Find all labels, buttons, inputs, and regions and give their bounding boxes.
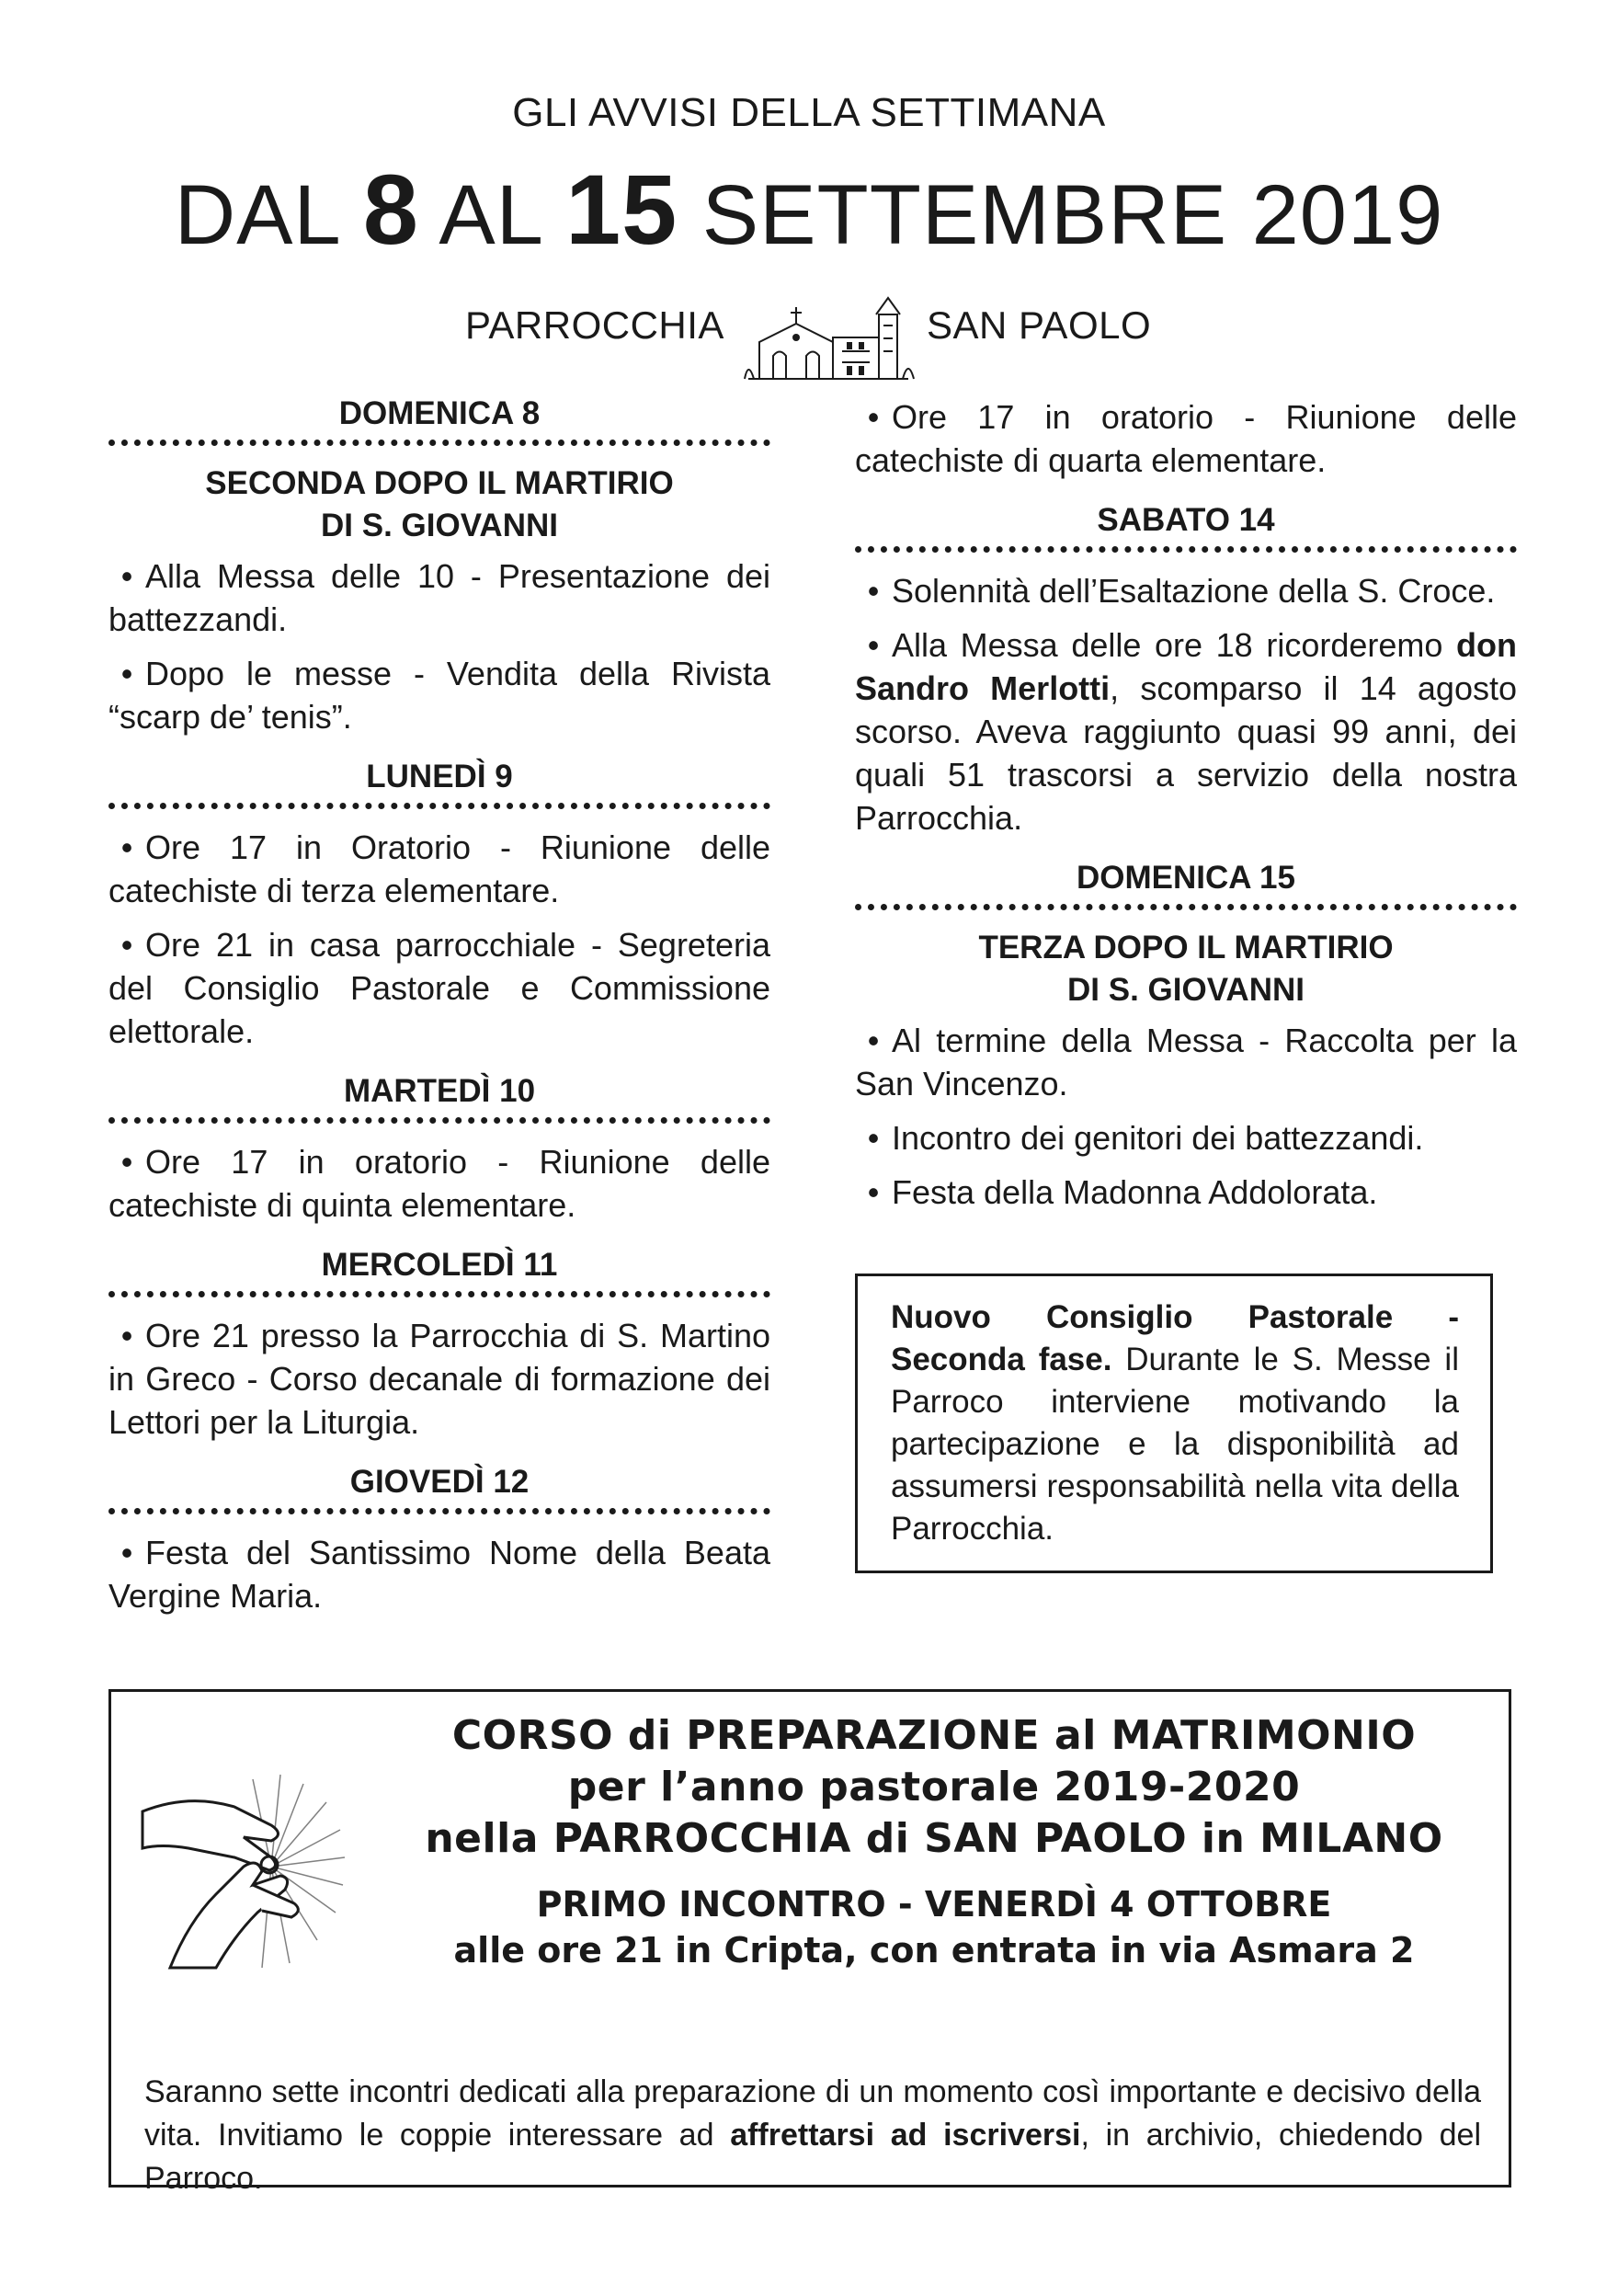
list-item: • Ore 17 in Oratorio - Riunione delle catechiste di terza elementare. [108,828,770,909]
day-heading: DOMENICA 8 [338,395,541,431]
dotted-divider [108,440,770,446]
day-block-domenica-8 [108,395,770,738]
list-item: • Ore 17 in oratorio - Riunione delle catechiste di quarta elementare. [855,398,1517,479]
dotted-divider [108,1291,770,1297]
item-text: Ore 17 in oratorio - Riunione delle catechiste di quinta elementare. [108,1143,770,1224]
day-block-sabato-14 [855,502,1517,840]
course-title-block [369,1710,1499,1973]
item-text: Festa del Santissimo Nome della Beata Vergine Maria. [108,1534,770,1615]
page-title [0,152,1618,267]
course-title-line: CORSO di PREPARAZIONE al MATRIMONIO [451,1712,1417,1759]
item-text: Ore 17 in oratorio - Riunione delle catechiste di quarta elementare. [855,398,1517,479]
day-block-lunedi-9 [108,759,770,1053]
item-text: Incontro dei genitori dei battezzandi. [892,1119,1424,1157]
day-heading: MERCOLEDÌ 11 [321,1247,558,1283]
desc-text: , in archivio, chiedendo del Parroco. [144,2118,1482,2196]
item-text: Alla Messa delle ore 18 ricorderemo [892,626,1457,664]
dotted-divider [855,546,1517,553]
feast-line: DI S. GIOVANNI [321,508,558,543]
day-block-domenica-15 [855,860,1517,1214]
day-heading: LUNEDÌ 9 [366,759,513,794]
desc-bold: affrettarsi ad iscriversi [730,2118,1081,2153]
feast-line: TERZA DOPO IL MARTIRIO [978,930,1394,965]
course-title-line: per l’anno pastorale 2019-2020 [567,1764,1301,1811]
day-heading: SABATO 14 [1097,502,1275,538]
item-text: Dopo le messe - Vendita della Rivista “scarp de’ tenis”. [108,655,770,736]
course-title-line: nella PARROCCHIA di SAN PAOLO in MILANO [425,1815,1443,1862]
list-item: • Ore 17 in oratorio - Riunione delle catechiste di quinta elementare. [108,1143,770,1224]
day-heading: MARTEDÌ 10 [343,1073,536,1109]
title-month: SETTEMBRE 2019 [701,168,1444,262]
list-item: • Solennità dell’Esaltazione della S. Croce. [867,572,1496,610]
supertitle: GLI AVVISI DELLA SETTIMANA [512,90,1106,135]
parish-label-right: SAN PAOLO [927,303,1152,347]
item-bold-name: don Sandro Merlotti [855,626,1517,707]
list-item: • Festa della Madonna Addolorata. [867,1173,1378,1211]
item-text: Solennità dell’Esaltazione della S. Croce. [892,572,1496,610]
parish-line [0,287,1618,388]
item-text: Ore 21 presso la Parrocchia di S. Martino in Greco - Corso decanale di formazione dei Lettori per la Liturgia. [108,1317,770,1441]
item-text: Alla Messa delle 10 - Presentazione dei battezzandi. [108,557,770,638]
dotted-divider [108,803,770,809]
feast-line: DI S. GIOVANNI [1067,972,1305,1008]
list-item: • Ore 21 in casa parrocchiale - Segreteria del Consiglio Pastorale e Commissione elettorale. [108,926,770,1050]
pastoral-council-notice [855,1274,1493,1573]
list-item: • Festa del Santissimo Nome della Beata Vergine Maria. [108,1534,770,1615]
list-item: • Ore 21 presso la Parrocchia di S. Martino in Greco - Corso decanale di formazione dei Lettori per la Liturgia. [108,1317,770,1441]
marriage-course-box [108,1689,1511,2196]
item-text: Al termine della Messa - Raccolta per la San Vincenzo. [855,1022,1517,1102]
list-item: • Dopo le messe - Vendita della Rivista “scarp de’ tenis”. [108,655,770,736]
notice-text: Durante le S. Messe il Parroco interviene motivando la partecipazione e la disponibilità ad assumersi responsabilità nella vita della Parrocchia. [891,1342,1459,1547]
day-block-martedi-10 [108,1073,770,1227]
wedding-hands-icon [133,1756,354,1977]
list-item: • Al termine della Messa - Raccolta per la San Vincenzo. [855,1022,1517,1102]
notice-heading: Nuovo Consiglio Pastorale - Seconda fase. [891,1299,1459,1377]
item-text: , scomparso il 14 agosto scorso. Aveva raggiunto quasi 99 anni, dei quali 51 trascorsi a servizio della nostra Parrocchia. [855,669,1517,837]
day-block-mercoledi-11 [108,1247,770,1444]
dotted-divider [855,904,1517,910]
list-item: • Incontro dei genitori dei battezzandi. [867,1119,1424,1157]
desc-text: Saranno sette incontri dedicati alla preparazione di un momento così importante e decisivo della vita. Invitiamo le coppie interessare ad [144,2074,1481,2153]
left-column [108,395,770,1638]
first-meeting-line: PRIMO INCONTRO - VENERDÌ 4 OTTOBRE [536,1884,1332,1925]
course-description [144,2071,1481,2200]
right-column [855,395,1517,1234]
item-text: Ore 17 in Oratorio - Riunione delle catechiste di terza elementare. [108,828,770,909]
title-day-start: 8 [362,154,419,265]
item-text: Ore 21 in casa parrocchiale - Segreteria del Consiglio Pastorale e Commissione elettorale. [108,926,770,1050]
title-dal: DAL [174,168,339,262]
day-heading: DOMENICA 15 [1077,860,1295,896]
dotted-divider [108,1117,770,1124]
list-item: • Alla Messa delle ore 18 ricorderemo don Sandro Merlotti, scomparso il 14 agosto scorso. Aveva raggiunto quasi 99 anni, dei quali 51 trascorsi a servizio della nostra Parrocchia. [855,626,1517,837]
title-al: AL [439,168,541,262]
feast-line: SECONDA DOPO IL MARTIRIO [205,465,674,501]
day-block-giovedi-12 [108,1464,770,1617]
day-heading: GIOVEDÌ 12 [349,1464,530,1500]
parish-label-left: PARROCCHIA [465,303,724,347]
feast-title [108,463,770,547]
dotted-divider [108,1508,770,1514]
title-day-end: 15 [565,154,678,265]
day-block-giovedi-12-continued [855,395,1517,482]
list-item: • Alla Messa delle 10 - Presentazione dei battezzandi. [108,557,770,638]
church-icon [741,287,916,386]
feast-title [855,927,1517,1011]
item-text: Festa della Madonna Addolorata. [892,1173,1378,1211]
first-meeting-line: alle ore 21 in Cripta, con entrata in via Asmara 2 [453,1930,1415,1970]
